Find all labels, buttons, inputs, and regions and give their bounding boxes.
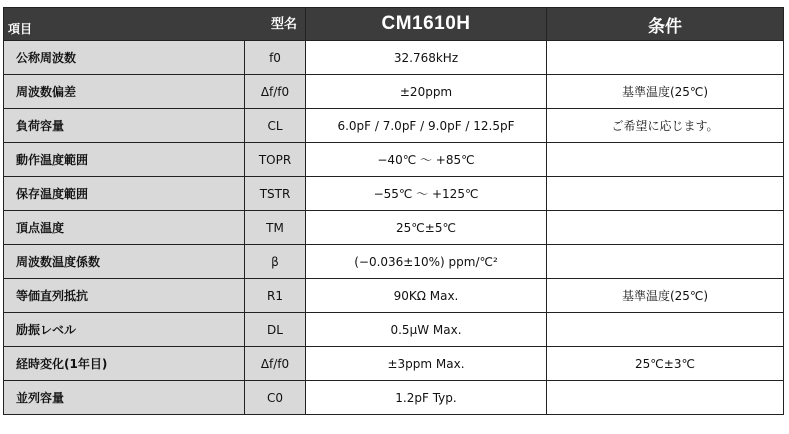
table-row [4, 211, 784, 245]
symbol-cell: TM [245, 211, 306, 245]
table-row [4, 313, 784, 347]
table-row [4, 143, 784, 177]
item-cell: 励振レベル [4, 313, 245, 347]
condition-cell: ご希望に応じます。 [547, 109, 784, 143]
symbol-cell: TOPR [245, 143, 306, 177]
table-row [4, 177, 784, 211]
symbol-cell: Δf/f0 [245, 75, 306, 109]
symbol-cell: f0 [245, 41, 306, 75]
value-cell: −40℃ ～ +85℃ [306, 143, 547, 177]
model-name: CM1610H [306, 8, 547, 41]
condition-cell [547, 211, 784, 245]
item-cell: 等価直列抵抗 [4, 279, 245, 313]
table-row [4, 41, 784, 75]
value-cell: 90KΩ Max. [306, 279, 547, 313]
symbol-cell: β [245, 245, 306, 279]
condition-header: 条件 [547, 8, 784, 41]
condition-cell: 基準温度(25℃) [547, 75, 784, 109]
condition-cell [547, 143, 784, 177]
item-cell: 公称周波数 [4, 41, 245, 75]
value-cell: 25℃±5℃ [306, 211, 547, 245]
symbol-cell: DL [245, 313, 306, 347]
item-cell: 負荷容量 [4, 109, 245, 143]
condition-cell: 基準温度(25℃) [547, 279, 784, 313]
item-cell: 並列容量 [4, 381, 245, 415]
table-row [4, 245, 784, 279]
condition-cell [547, 177, 784, 211]
item-cell: 周波数温度係数 [4, 245, 245, 279]
condition-cell [547, 313, 784, 347]
symbol-cell: CL [245, 109, 306, 143]
table-row [4, 381, 784, 415]
value-cell: ±3ppm Max. [306, 347, 547, 381]
item-cell: 動作温度範囲 [4, 143, 245, 177]
spec-table [3, 7, 784, 415]
symbol-cell: C0 [245, 381, 306, 415]
table-row [4, 109, 784, 143]
condition-cell [547, 381, 784, 415]
table-row [4, 279, 784, 313]
value-cell: (−0.036±10%) ppm/℃² [306, 245, 547, 279]
condition-cell: 25℃±3℃ [547, 347, 784, 381]
item-cell: 周波数偏差 [4, 75, 245, 109]
table-row [4, 347, 784, 381]
item-cell: 頂点温度 [4, 211, 245, 245]
symbol-cell: R1 [245, 279, 306, 313]
value-cell: 6.0pF / 7.0pF / 9.0pF / 12.5pF [306, 109, 547, 143]
table-header-row [4, 8, 784, 41]
value-cell: 1.2pF Typ. [306, 381, 547, 415]
type-label: 型名 [270, 17, 297, 32]
item-cell: 保存温度範囲 [4, 177, 245, 211]
value-cell: ±20ppm [306, 75, 547, 109]
table-row [4, 75, 784, 109]
value-cell: −55℃ ～ +125℃ [306, 177, 547, 211]
condition-cell [547, 41, 784, 75]
item-cell: 経時変化(1年目) [4, 347, 245, 381]
item-label: 項目 [8, 22, 33, 36]
symbol-cell: Δf/f0 [245, 347, 306, 381]
value-cell: 0.5μW Max. [306, 313, 547, 347]
header-corner-cell [4, 8, 306, 41]
value-cell: 32.768kHz [306, 41, 547, 75]
symbol-cell: TSTR [245, 177, 306, 211]
condition-cell [547, 245, 784, 279]
